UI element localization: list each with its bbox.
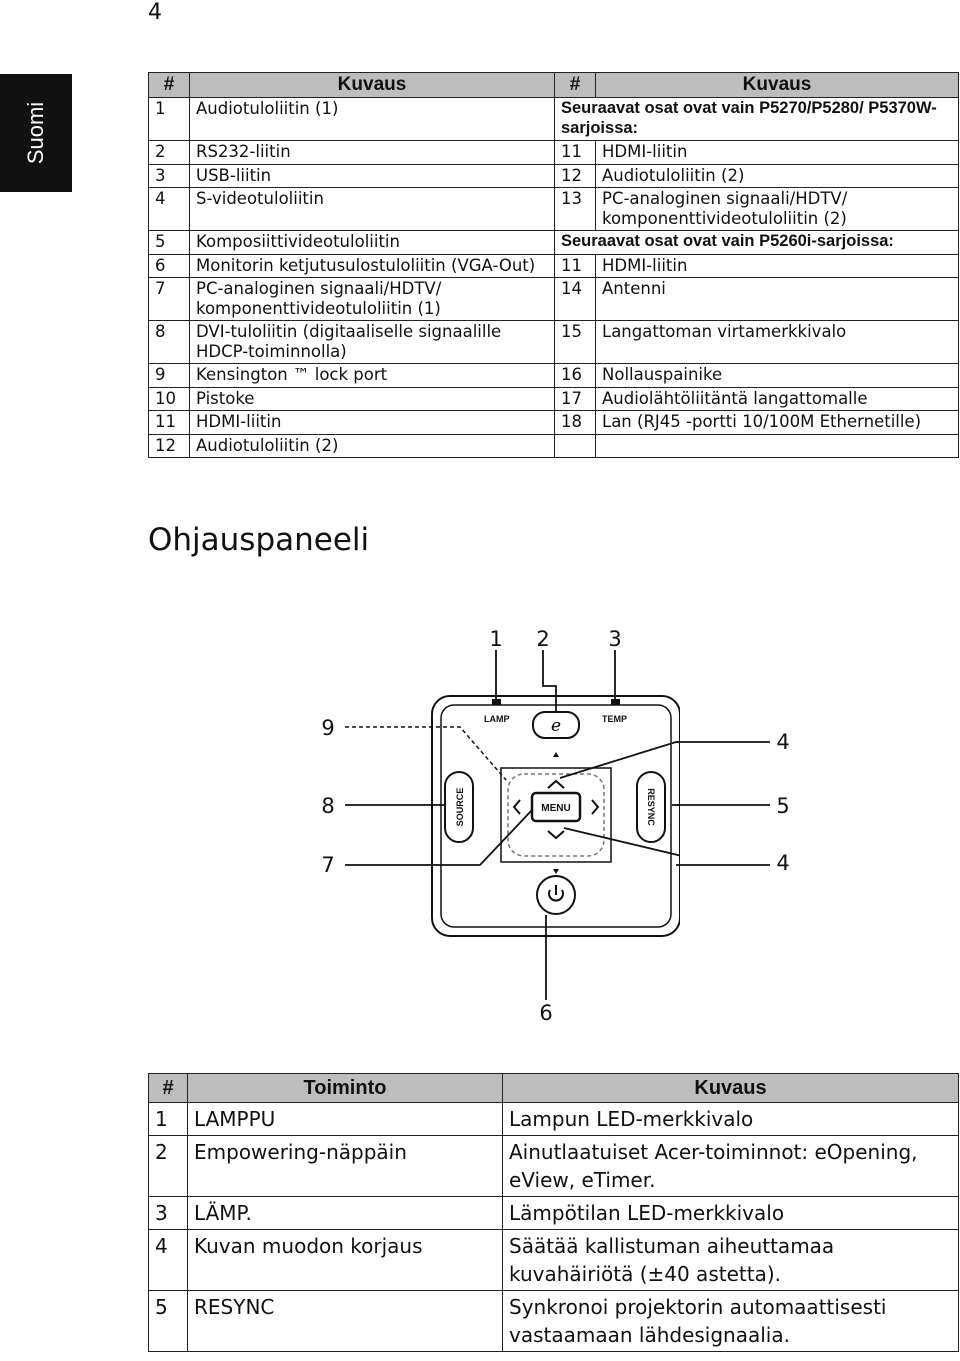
cell-number: 17 xyxy=(555,387,596,411)
controls-table xyxy=(148,1073,959,1352)
table-row xyxy=(149,231,959,255)
cell-description: HDMI-liitin xyxy=(596,141,959,165)
control-panel-diagram xyxy=(300,620,680,1030)
table-row xyxy=(149,1136,959,1197)
header-description: Kuvaus xyxy=(503,1074,959,1103)
table-row xyxy=(149,141,959,165)
cell-description: Audiotuloliitin (2) xyxy=(190,434,555,458)
source-label: SOURCE xyxy=(455,787,465,827)
callout-2: 2 xyxy=(536,627,550,651)
cell-description: Audiotuloliitin (1) xyxy=(190,98,555,141)
cell-description: Audiotuloliitin (2) xyxy=(596,164,959,188)
table-row xyxy=(149,434,959,458)
table-row xyxy=(149,411,959,435)
cell-description: Pistoke xyxy=(190,387,555,411)
cell-number: 6 xyxy=(149,254,190,278)
connectors-table xyxy=(148,72,959,458)
resync-label: RESYNC xyxy=(646,788,656,826)
cell-description: S-videotuloliitin xyxy=(190,188,555,231)
cell-number: 3 xyxy=(149,1197,188,1230)
callout-3: 3 xyxy=(608,627,622,651)
table-row xyxy=(149,364,959,388)
cell-number: 12 xyxy=(149,434,190,458)
table-header-row xyxy=(149,1074,959,1103)
language-tab-label: Suomi xyxy=(22,101,48,165)
cell-number: 2 xyxy=(149,1136,188,1197)
cell-number: 7 xyxy=(149,278,190,321)
cell-function: LÄMP. xyxy=(188,1197,503,1230)
header-desc-1: Kuvaus xyxy=(190,73,555,98)
lamp-label: LAMP xyxy=(484,714,510,724)
table-row xyxy=(149,1230,959,1291)
table-row xyxy=(149,1291,959,1352)
cell-description: Säätää kallistuman aiheuttamaa kuvahäiriötä (±40 astetta). xyxy=(503,1230,959,1291)
cell-number: 2 xyxy=(149,141,190,165)
cell-description: USB-liitin xyxy=(190,164,555,188)
header-num-2: # xyxy=(555,73,596,98)
cell-description: Audiolähtöliitäntä langattomalle xyxy=(596,387,959,411)
table-row xyxy=(149,254,959,278)
cell-function: Kuvan muodon korjaus xyxy=(188,1230,503,1291)
cell-number: 1 xyxy=(149,98,190,141)
cell-number: 14 xyxy=(555,278,596,321)
connectors-table-body xyxy=(149,98,959,458)
callout-6: 6 xyxy=(539,1001,553,1025)
callout-8: 8 xyxy=(321,794,335,818)
header-desc-2: Kuvaus xyxy=(596,73,959,98)
cell-description: HDMI-liitin xyxy=(596,254,959,278)
cell-description: Lampun LED-merkkivalo xyxy=(503,1103,959,1136)
table-header-row xyxy=(149,73,959,98)
table-row xyxy=(149,321,959,364)
cell-number: 3 xyxy=(149,164,190,188)
cell-description: Langattoman virtamerkkivalo xyxy=(596,321,959,364)
right-callout-lines xyxy=(676,742,770,865)
cell-description: Lämpötilan LED-merkkivalo xyxy=(503,1197,959,1230)
cell-number: 11 xyxy=(555,254,596,278)
cell-description xyxy=(596,434,959,458)
cell-description: RS232-liitin xyxy=(190,141,555,165)
cell-subheading: Seuraavat osat ovat vain P5270/P5280/ P5370W-sarjoissa: xyxy=(555,98,959,141)
cell-number: 1 xyxy=(149,1103,188,1136)
callout-4-top: 4 xyxy=(776,730,790,754)
header-function: Toiminto xyxy=(188,1074,503,1103)
table-row xyxy=(149,164,959,188)
cell-number: 18 xyxy=(555,411,596,435)
cell-number: 16 xyxy=(555,364,596,388)
right-callouts xyxy=(676,720,816,880)
cell-description: Monitorin ketjutusulostuloliitin (VGA-Out) xyxy=(190,254,555,278)
cell-description: Komposiittivideotuloliitin xyxy=(190,231,555,255)
table-row xyxy=(149,188,959,231)
cell-description: Kensington ™ lock port xyxy=(190,364,555,388)
lamp-led xyxy=(492,699,501,705)
cell-description: Antenni xyxy=(596,278,959,321)
cell-number: 13 xyxy=(555,188,596,231)
cell-description: Ainutlaatuiset Acer-toiminnot: eOpening, eView, eTimer. xyxy=(503,1136,959,1197)
cell-number: 4 xyxy=(149,1230,188,1291)
menu-label: MENU xyxy=(541,803,571,814)
cell-number: 9 xyxy=(149,364,190,388)
cell-number xyxy=(555,434,596,458)
cell-number: 5 xyxy=(149,1291,188,1352)
cell-number: 12 xyxy=(555,164,596,188)
callout-5: 5 xyxy=(776,794,790,818)
cell-description: HDMI-liitin xyxy=(190,411,555,435)
callout-9: 9 xyxy=(321,716,335,740)
cell-number: 8 xyxy=(149,321,190,364)
cell-function: LAMPPU xyxy=(188,1103,503,1136)
cell-description: PC-analoginen signaali/HDTV/ komponenttivideotuloliitin (2) xyxy=(596,188,959,231)
header-num-1: # xyxy=(149,73,190,98)
page-number: 4 xyxy=(148,0,162,25)
temp-label: TEMP xyxy=(602,714,628,724)
section-title: Ohjauspaneeli xyxy=(148,522,370,558)
cell-description: DVI-tuloliitin (digitaaliselle signaalille HDCP-toiminnolla) xyxy=(190,321,555,364)
callout-4-bottom: 4 xyxy=(776,851,790,875)
header-num: # xyxy=(149,1074,188,1103)
cell-description: PC-analoginen signaali/HDTV/ komponenttivideotuloliitin (1) xyxy=(190,278,555,321)
empowering-icon: e xyxy=(550,716,562,736)
cell-number: 4 xyxy=(149,188,190,231)
language-tab xyxy=(0,74,72,192)
cell-number: 15 xyxy=(555,321,596,364)
callout-1: 1 xyxy=(489,627,503,651)
callout-7: 7 xyxy=(321,853,335,877)
cell-number: 10 xyxy=(149,387,190,411)
temp-led xyxy=(611,699,620,705)
cell-number: 11 xyxy=(555,141,596,165)
table-row xyxy=(149,387,959,411)
cell-description: Lan (RJ45 -portti 10/100M Ethernetille) xyxy=(596,411,959,435)
table-row xyxy=(149,98,959,141)
cell-number: 5 xyxy=(149,231,190,255)
cell-number: 11 xyxy=(149,411,190,435)
table-row xyxy=(149,278,959,321)
table-row xyxy=(149,1197,959,1230)
cell-description: Nollauspainike xyxy=(596,364,959,388)
cell-function: Empowering-näppäin xyxy=(188,1136,503,1197)
cell-description: Synkronoi projektorin automaattisesti vastaamaan lähdesignaalia. xyxy=(503,1291,959,1352)
controls-table-body xyxy=(149,1103,959,1352)
table-row xyxy=(149,1103,959,1136)
cell-function: RESYNC xyxy=(188,1291,503,1352)
cell-subheading: Seuraavat osat ovat vain P5260i-sarjoissa: xyxy=(555,231,959,255)
